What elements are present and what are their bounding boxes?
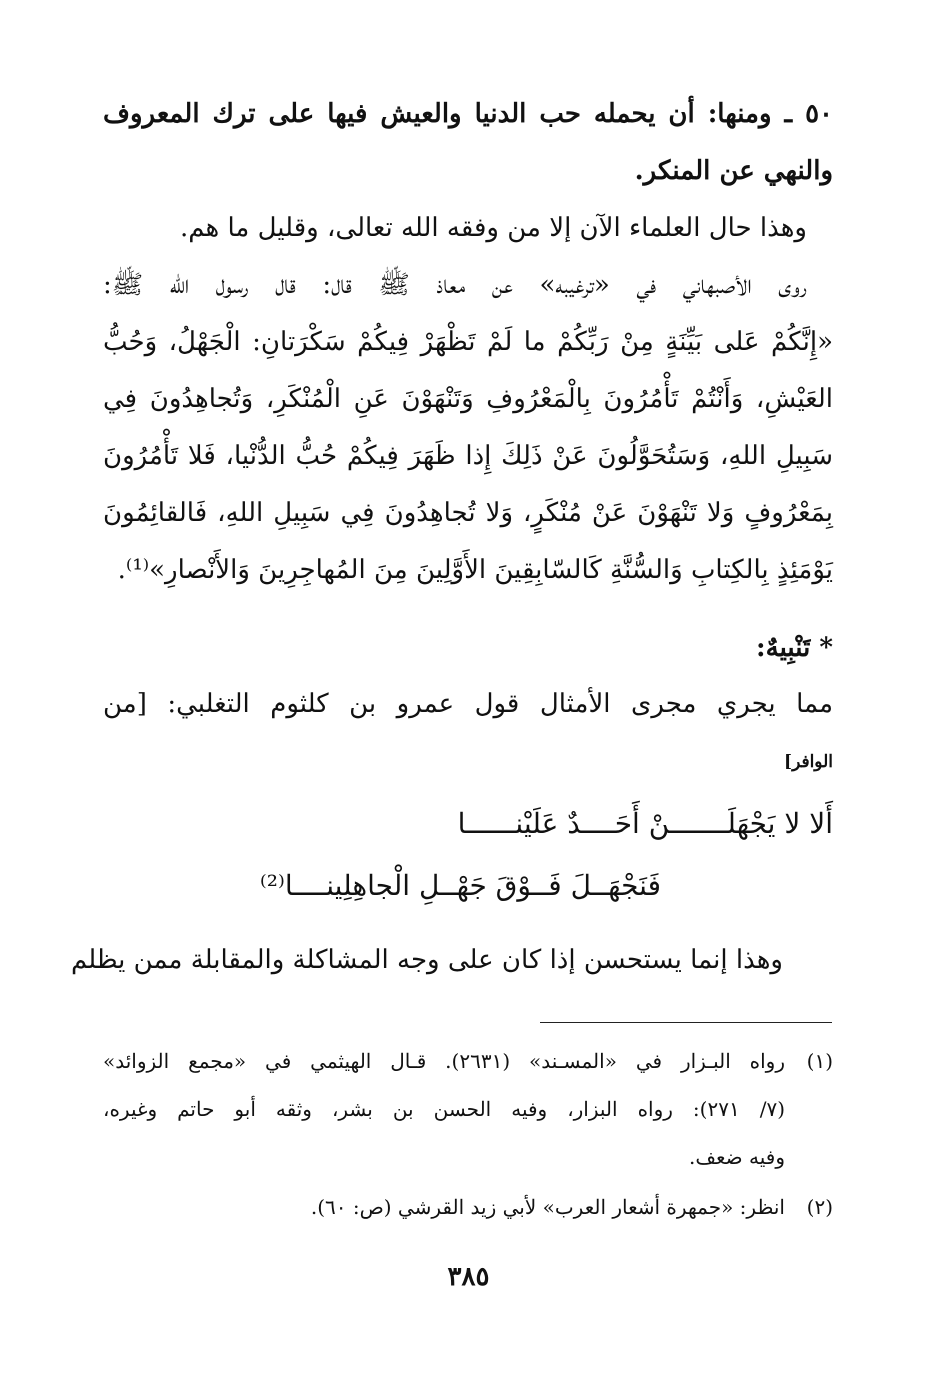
footnote-line: انظر: «جمهرة أشعار العرب» لأبي زيد القرشي (ص: ٦٠). bbox=[310, 1195, 785, 1219]
footnote-number: (١) bbox=[806, 1049, 833, 1073]
note-heading: * تَنْبِيهٌ: bbox=[756, 633, 833, 663]
verse-meter: الوافر] bbox=[784, 752, 833, 772]
footnote-2 bbox=[103, 1192, 833, 1222]
hadith-line-1: «إِنَّكُمْ عَلى بَيِّنَةٍ مِنْ رَبِّكُمْ ما لَمْ تَظْهَرْ فِيكُمْ سَكْرَتانِ: الْجَهْلُ، وَحُبُّ bbox=[103, 327, 833, 357]
footnote-line: (٧/ ٢٧١): رواه البزار، وفيه الحسن بن بشر، وثقه أبو حاتم وغيره، bbox=[103, 1097, 785, 1121]
paragraph-3: مما يجري مجرى الأمثال قول عمرو بن كلثوم التغلبي: [من bbox=[103, 689, 833, 719]
heading-line-2: والنهي عن المنكر. bbox=[634, 156, 833, 186]
verse-line-1: أَلا لا يَجْهَلَـــــــنْ أَحَــــدٌ عَلَيْنــــــا bbox=[457, 807, 833, 840]
footnote-1 bbox=[103, 1046, 833, 1172]
paragraph-4: وهذا إنما يستحسن إذا كان على وجه المشاكلة والمقابلة ممن يظلم bbox=[70, 945, 783, 975]
paragraph-1: وهذا حال العلماء الآن إلا من وفقه الله تعالى، وقليل ما هم. bbox=[179, 213, 807, 243]
paragraph-2: روى الأصبهاني في «ترغيبه» عن معاذ ﷺ قال: قال رسول الله ﷺ: bbox=[103, 270, 807, 300]
page-number: ٣٨٥ bbox=[447, 1262, 490, 1292]
hadith-line-3: سَبِيلِ اللهِ، وَسَتُحَوَّلُونَ عَنْ ذَلِكَ إِذا ظَهَرَ فِيكُمْ حُبُّ الدُّنْيا، فَلا تَأْمُرُونَ bbox=[103, 441, 833, 471]
hadith-line-5: يَوْمَئِذٍ بِالكِتابِ وَالسُّنَّةِ كَالسّابِقِينَ الأَوَّلِينَ مِنَ المُهاجِرِينَ وَالأَنْصارِ»⁽¹⁾. bbox=[117, 555, 833, 585]
footnote-separator bbox=[540, 1022, 832, 1023]
footnote-line: وفيه ضعف. bbox=[688, 1145, 785, 1169]
footnote-line: رواه البـزار في «المسـند» (٢٦٣١). قـال الهيثمي في «مجمع الزوائد» bbox=[103, 1049, 786, 1073]
footnote-number: (٢) bbox=[806, 1195, 833, 1219]
hadith-line-2: العَيْشِ، وَأَنْتُمْ تَأْمُرُونَ بِالْمَعْرُوفِ وَتَنْهَوْنَ عَنِ الْمُنْكَرِ، وَتُجاهِدُونَ فِي bbox=[103, 384, 833, 414]
verse-line-2: فَنَجْهَــلَ فَــوْقَ جَهْــلِ الْجاهِلِينــــا⁽²⁾ bbox=[259, 869, 661, 902]
heading-line-1: ٥٠ ـ ومنها: أن يحمله حب الدنيا والعيش فيها على ترك المعروف bbox=[103, 99, 833, 129]
hadith-line-4: بِمَعْرُوفٍ وَلا تَنْهَوْنَ عَنْ مُنْكَرٍ، وَلا تُجاهِدُونَ فِي سَبِيلِ اللهِ، فَالقائِمُونَ bbox=[103, 498, 833, 528]
